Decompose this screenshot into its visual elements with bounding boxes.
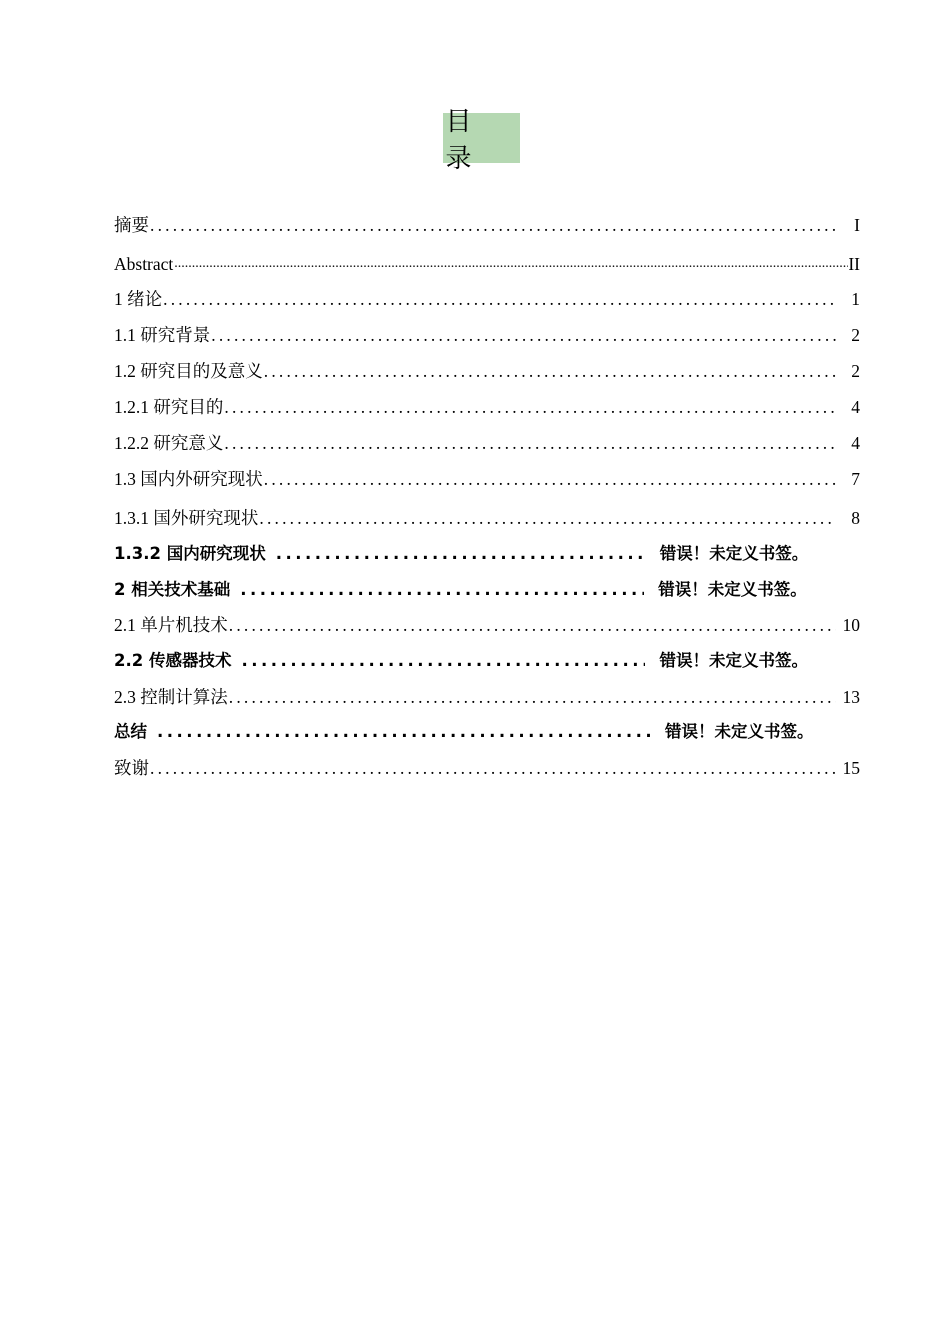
- toc-dot-leader: [211, 322, 836, 348]
- toc-entry-abstract-en[interactable]: [114, 251, 860, 277]
- toc-entry-page: II: [848, 254, 860, 274]
- toc-dot-leader: [229, 612, 836, 638]
- toc-entry-page: 7: [851, 469, 860, 489]
- toc-entry-2-1[interactable]: [114, 612, 860, 638]
- toc-entry-label: 1.2.2 研究意义: [114, 433, 224, 453]
- toc-entry-summary[interactable]: [114, 719, 860, 745]
- toc-entry-label: 1.2.1 研究目的: [114, 397, 224, 417]
- toc-entry-1-3[interactable]: [114, 466, 860, 492]
- toc-dot-leader: [264, 358, 836, 384]
- toc-dot-leader: [224, 430, 836, 456]
- toc-entry-error: 错误！未定义书签。: [659, 544, 809, 563]
- toc-entry-1-2-2[interactable]: [114, 430, 860, 456]
- toc-entry-page: 10: [842, 615, 860, 635]
- toc-dot-leader: [241, 648, 645, 674]
- toc-entry-label: 2 相关技术基础: [114, 580, 231, 599]
- toc-dot-leader: [150, 212, 836, 238]
- toc-entry-2-3[interactable]: [114, 684, 860, 710]
- toc-entry-label: 摘要: [114, 215, 149, 235]
- toc-dot-leader: [259, 505, 836, 531]
- toc-dot-leader: [264, 466, 836, 492]
- toc-entry-label: 2.1 单片机技术: [114, 615, 228, 635]
- toc-entry-page: 8: [851, 508, 860, 528]
- toc-dot-leader: [224, 394, 836, 420]
- toc-dot-leader: [240, 577, 644, 603]
- toc-dot-leader: [276, 541, 646, 567]
- toc-entry-page: 2: [851, 361, 860, 381]
- toc-entry-page: 4: [851, 397, 860, 417]
- toc-entry-page: I: [854, 215, 860, 235]
- toc-entry-error: 错误！未定义书签。: [658, 580, 807, 599]
- toc-title: 目 录: [443, 113, 520, 163]
- toc-entry-1-3-1[interactable]: [114, 505, 860, 531]
- toc-dot-leader: [174, 251, 848, 277]
- toc-dot-leader: [163, 286, 836, 312]
- toc-entry-page: 13: [842, 687, 860, 707]
- toc-entry-label: 1.2 研究目的及意义: [114, 361, 263, 381]
- toc-entry-1[interactable]: [114, 286, 860, 312]
- toc-dot-leader: [150, 755, 836, 781]
- toc-entry-label: 2.3 控制计算法: [114, 687, 228, 707]
- toc-entry-error: 错误！未定义书签。: [665, 722, 814, 741]
- toc-entry-abstract-cn[interactable]: [114, 212, 860, 238]
- toc-entry-1-2[interactable]: [114, 358, 860, 384]
- toc-entry-label: 1.1 研究背景: [114, 325, 211, 345]
- toc-entry-acknowledgement[interactable]: [114, 755, 860, 781]
- toc-entry-label: Abstract: [114, 254, 174, 274]
- toc-entry-label: 总结: [114, 722, 147, 741]
- toc-entry-label: 1.3.2 国内研究现状: [114, 544, 266, 563]
- toc-dot-leader: [157, 719, 651, 745]
- toc-entry-label: 1 绪论: [114, 289, 163, 309]
- toc-entry-1-2-1[interactable]: [114, 394, 860, 420]
- toc-entry-page: 1: [851, 289, 860, 309]
- toc-entry-label: 致谢: [114, 758, 149, 778]
- toc-entry-page: 4: [851, 433, 860, 453]
- toc-entry-label: 2.2 传感器技术: [114, 651, 232, 670]
- toc-entry-2-2[interactable]: [114, 648, 860, 674]
- toc-entry-1-1[interactable]: [114, 322, 860, 348]
- toc-entry-error: 错误！未定义书签。: [659, 651, 808, 670]
- toc-entry-label: 1.3.1 国外研究现状: [114, 508, 259, 528]
- toc-entry-label: 1.3 国内外研究现状: [114, 469, 263, 489]
- toc-entry-page: 15: [842, 758, 860, 778]
- toc-entry-1-3-2[interactable]: [114, 541, 860, 567]
- toc-dot-leader: [229, 684, 836, 710]
- toc-entry-page: 2: [851, 325, 860, 345]
- toc-entry-2[interactable]: [114, 577, 860, 603]
